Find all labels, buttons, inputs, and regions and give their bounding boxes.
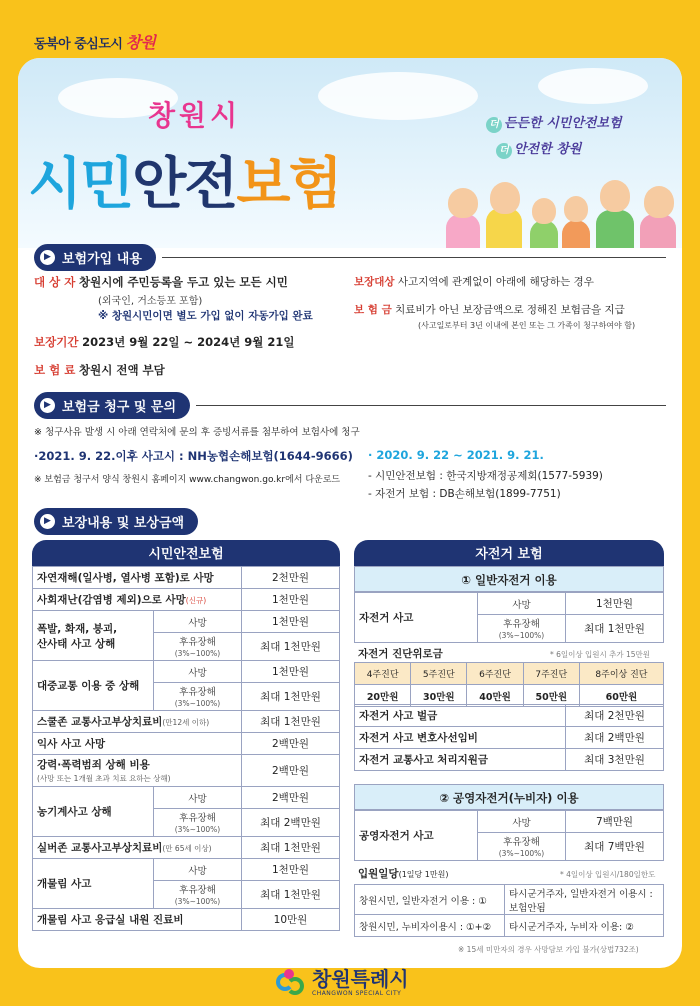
right-table-header: 자전거 보험 [354,540,664,566]
nubija-subheader: ② 공영자전거(누비자) 이용 [354,784,664,810]
top-slogan: 동북아 중심도시 창원 [34,33,156,52]
section-coverage: ▶ 보장내용 및 보상금액 [34,508,234,535]
bike-table-1: 자전거 사고 사망 1천만원 후유장해 (3%~100%) 최대 1천만원 [354,592,664,643]
slogan-2: 더 안전한 창원 [496,138,581,159]
citizen-safety-table: 자연재해(일사병, 열사병 포함)로 사망 2천만원 사회재난(감염병 제외)으로 사망(신규) 1천만원 폭발, 화재, 붕괴, 산사태 사고 상해 사망 1천만원 후유장해 (3%~100%) 최대 1천만원 대중교통 이용 중 상해 사망 1천만원 후유장해 (3%~100%) 최대 1천만원 스쿨존 교통사고부상치료비(만12세 이하) 최대 1천만원 익사 사고 사망 2백만원 강력·폭력범죄 상해 비용 (사망 또는 1개월 초과 치료 요하는 상해) 2백만원 농기계사고 상해 사망 2백만원 후유장해 (3%~100%) 최대 2백만원 실버존 교통사고부상치료비(만 65세 이상) 최대 1천만원 개물림 사고 사망 1천만원 후유장해 (3%~100%) 최대 1천만원 개물림 사고 응급실 내원 진료비 10만원 [32,566,340,931]
city-emblem-icon [276,969,306,997]
slogan-1: 더 든든한 시민안전보험 [486,112,622,133]
general-bike-subheader: ① 일반자전거 이용 [354,566,664,592]
section-enrollment: ▶ 보험가입 내용 [34,244,666,271]
nubija-table: 공영자전거 사고 사망 7백만원 후유장해 (3%~100%) 최대 7백만원 [354,810,664,861]
family-illustration [438,170,682,248]
hospital-table: 창원시민, 일반자전거 이용 : ① 타시군거주자, 일반자전거 이용시 : 보험안됨 창원시민, 누비자이용시 : ①+② 타시군거주자, 누비자 이용: ② [354,884,664,937]
changwon-logo: 창원특례시 CHANGWON SPECIAL CITY [276,968,409,997]
diagnosis-table: 4주진단 5주진단 6주진단 7주진단 8주이상 진단 20만원 30만원 40만원 50만원 60만원 [354,662,664,707]
hero-banner [18,58,682,248]
hero-title: 시민안전보험 [28,152,341,217]
left-table-header: 시민안전보험 [32,540,340,566]
bike-table-2: 자전거 사고 벌금 최대 2천만원 자전거 사고 변호사선임비 최대 2백만원 자전거 교통사고 처리지원금 최대 3천만원 [354,704,664,771]
poster-card: 창원시 시민안전보험 더 든든한 시민안전보험 더 안전한 창원 ▶ 보험가입 내용 대 상 자 창원시에 주민등록을 두고 있는 모든 시민 (외국인, 거소등포 포함) ※ 창원시민이면 별도 가입 없이 자동가입 완료 보장기간 2023년 9월 22일 ~ 2024년 9월 21일 보 험 료 창원시 전액 부담 보장대상 사고지역에 관계없이 아래에 해당하는 경우 보 험 금 치료비가 아닌 보장금액으로 정해진 보험금을 지급 (사고일로부터 3년 이내에 본인 또는 그 가족이 청구하여야 함) ▶ 보험금 청구 및 문의 ※ 청구사유 발생 시 아래 연락처에 문의 후 증빙서류를 첨부하여 보험사에 청구 ·2021. 9. 22.이후 사고시 : NH농협손해보험(1644-9666) ※ 보험금 청구서 양식 창원시 홈페이지 www.changwon.go.kr에서 다운로드 · 2020. 9. 22 ~ 2021. 9. 21. - 시민안전보험 : 한국지방재정공제회(1577-5939) - 자전거 보험 : DB손해보험(1899-7751) ▶ 보장내용 및 보상금액 시민안전보험 자연재해(일사병, 열사병 포함)로 사망 2천만원 사회재난(감염병 제외)으로 사망(신규) 1천만원 폭발, 화재, 붕괴, 산사태 사고 상해 사망 1천만원 후유장해 (3%~100%) 최대 1천만원 대중교통 이용 중 상해 사망 1천만원 후유장해 (3%~100%) 최대 1천만원 스쿨존 교통사고부상치료비(만12세 이하) 최대 1천만원 익사 사고 사망 2백만원 강력·폭력범죄 상해 비용 (사망 또는 1개월 초과 치료 요하는 상해) 2백만원 농기계사고 상해 사망 2백만원 후유장해 (3%~100%) 최대 2백만원 실버존 교통사고부상치료비(만 65세 이상) 최대 1천만원 개물림 사고 사망 1천만원 후유장해 (3%~100%) 최대 1천만원 개물림 사고 응급실 내원 진료비 10만원 자전거 보험 ① 일반자전거 이용 자전거 사고 사망 1천만원 후유장해 (3%~100%) 최대 1천만원 자전거 진단위로금 * 6일이상 입원시 추가 15만원 4주진단 5주진단 6주진단 7주진단 8주이상 진단 20만원 30만원 40만원 50만원 60만원 자전거 사고 벌금 최대 2천만원 자전거 사고 변호사선임비 최대 2백만원 자전거 교통사고 처리지원금 최대 3천만원 ② 공영자전거(누비자) 이용 공영자전거 사고 사망 7백만원 후유장해 (3%~100%) 최대 7백만원 입원일당(1일당 1만원) * 4일이상 입원시/180일한도 창원시민, 일반자전거 이용 : ① 타시군거주자, 일반자전거 이용시 : 보험안됨 창원시민, 누비자이용시 : ①+② 타시군거주자, 누비자 이용: ② ※ 15세 미만자의 경우 사망담보 가입 불가(상법732조) [18,58,682,968]
hero-city: 창원시 [148,99,242,132]
city-script-logo: 창원 [125,33,156,52]
section-claim: ▶ 보험금 청구 및 문의 [34,392,666,419]
